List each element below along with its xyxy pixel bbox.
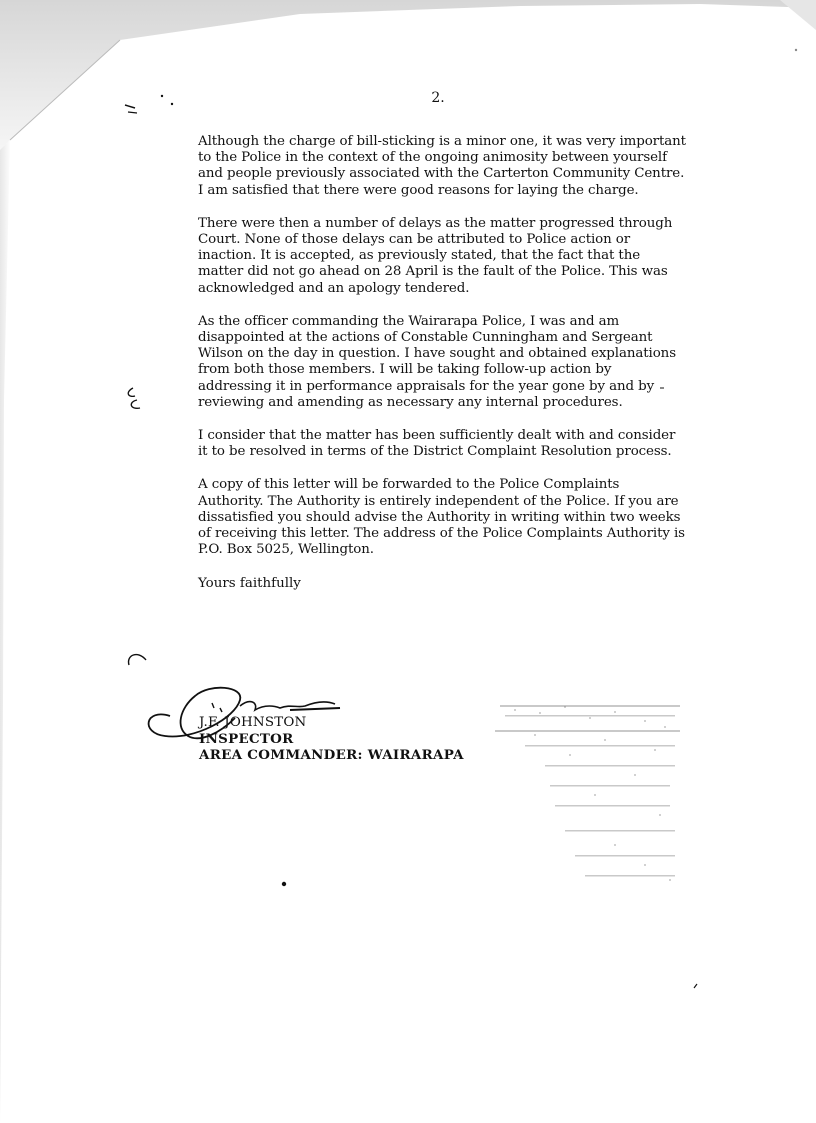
letter-body [198, 134, 688, 593]
faded-stamp-smudge [495, 655, 685, 890]
letter-closing: Yours faithfully [198, 576, 301, 592]
paragraph-bill-sticking: Although the charge of bill-sticking is a minor one, it was very important to the Police in the context of the ongoing animosity between yourself and people previously associated with the Carterton Community Centre. I am satisfied that there were good reasons for laying the charge. [198, 134, 686, 198]
page-number: 2. [431, 90, 445, 106]
paragraph-resolution: I consider that the matter has been sufficiently dealt with and consider it to be resolved in terms of the District Complaint Resolution process. [198, 428, 676, 460]
paragraph-complaints-authority: A copy of this letter will be forwarded to the Police Complaints Authority. The Authority is entirely independent of the Police. If you are dissatisfied you should advise the Authority in writing within two weeks of receiving this letter. The address of the Police Complaints Authority is P.O. Box 5025, Wellington. [198, 477, 685, 558]
paragraph-officer-actions: As the officer commanding the Wairarapa Police, I was and am disappointed at the actions of Constable Cunningham and Sergeant Wilson on the day in question. I have sought and obtained explanations from both those members. I will be taking follow-up action by addressing it in performance appraisals for the year gone by and by reviewing and amending as necessary any internal procedures. [198, 313, 676, 410]
signature-block [199, 715, 499, 763]
signatory-title: AREA COMMANDER: WAIRARAPA [199, 747, 464, 763]
signatory-name: J.F. JOHNSTON [199, 715, 307, 730]
paragraph-court-delays: There were then a number of delays as the matter progressed through Court. None of those delays can be attributed to Police action or inaction. It is accepted, as previously stated, that the fact that the matter did not go ahead on 28 April is the fault of the Police. This was acknowledged and an apology tendered. [198, 215, 673, 296]
signatory-rank: INSPECTOR [199, 731, 294, 747]
